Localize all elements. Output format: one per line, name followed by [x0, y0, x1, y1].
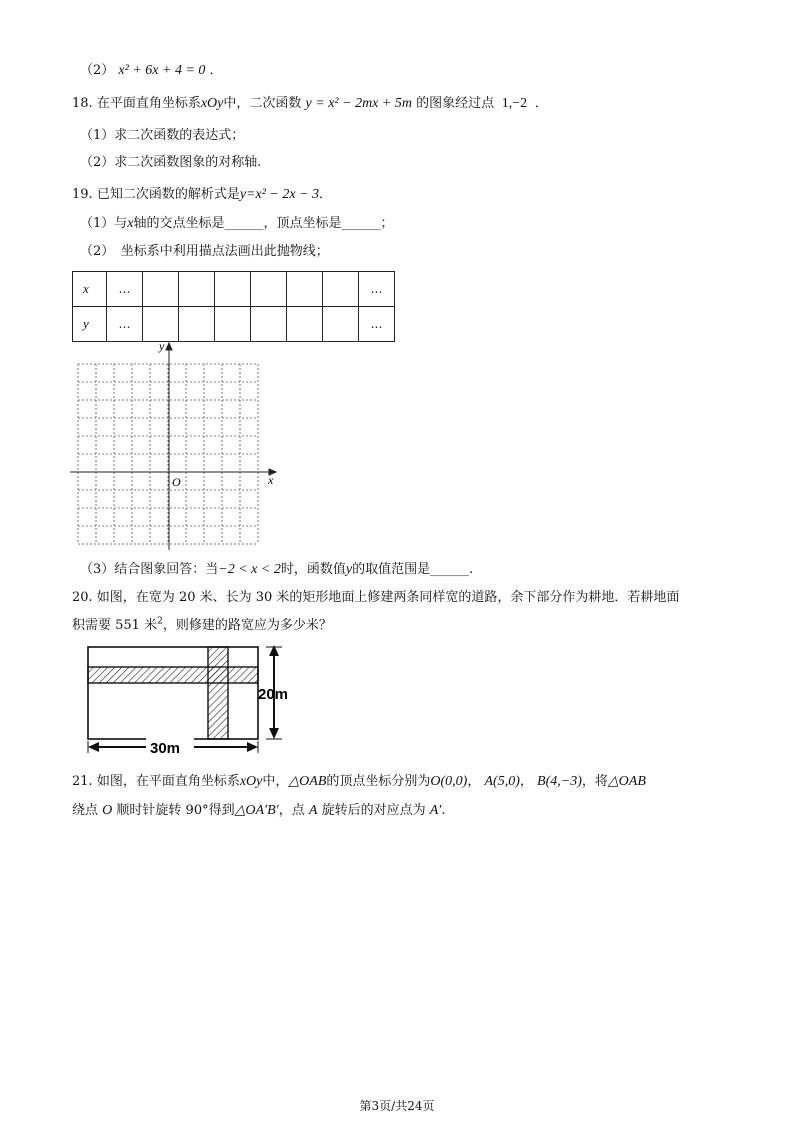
- x-axis-label: x: [268, 473, 274, 487]
- length-arrow-right: [247, 742, 258, 752]
- q21-text-4: ，将: [581, 774, 608, 789]
- q19-end: ．: [319, 187, 333, 202]
- q21-text-2: 中，: [262, 774, 289, 789]
- q19-function: y=x² − 2x − 3: [239, 187, 320, 202]
- q21-text-1: 如图，在平面直角坐标系: [96, 774, 240, 789]
- table-cell: [323, 307, 359, 342]
- table-row-x: [73, 272, 395, 307]
- q21-xoy: xOy: [239, 774, 263, 789]
- vertical-road: [208, 647, 228, 739]
- width-label: 20m: [258, 686, 289, 703]
- table-cell-ellipsis: …: [107, 272, 143, 307]
- q20-line2-a: 积需要 551 米: [72, 618, 158, 633]
- q17-part2: [80, 63, 223, 79]
- q20-line2: [72, 618, 332, 634]
- table-cell: [251, 272, 287, 307]
- value-table: [72, 271, 395, 342]
- q21-text-3: 的顶点坐标分别为: [326, 774, 431, 789]
- row-label-x: x: [73, 272, 107, 307]
- table-cell: [179, 307, 215, 342]
- q18-xoy: xOy: [200, 96, 224, 111]
- table-cell-ellipsis: …: [359, 272, 395, 307]
- y-axis-label: y: [159, 339, 165, 353]
- table-cell: [251, 307, 287, 342]
- q19-part3-a: （3）结合图象回答：当: [80, 562, 219, 577]
- q19-text-1: 已知二次函数的解析式是: [96, 187, 240, 202]
- q18-text-1: 在平面直角坐标系: [96, 96, 201, 111]
- q18-part2: （2）求二次函数图象的对称轴.: [80, 155, 262, 170]
- q18-end: ．: [534, 96, 548, 111]
- q20-superscript: 2: [157, 616, 163, 627]
- q18-text-2: 中，二次函数: [223, 96, 302, 111]
- q21-line1: [72, 774, 646, 790]
- table-cell: [143, 307, 179, 342]
- q21-triangle-2: △OAB: [607, 774, 646, 789]
- table-cell: [215, 272, 251, 307]
- q19-part3-c: 的取值范围是______.: [352, 562, 474, 577]
- q19-part3-var: y: [345, 562, 353, 577]
- road-diagram: [84, 641, 320, 757]
- q19-part3-b: 时，函数值: [280, 562, 346, 577]
- q21-line2-d: 旋转后的对应点为: [321, 803, 426, 818]
- q21-point-a-ref: A: [308, 803, 318, 818]
- q21-line2-b: 顺时针旋转 90°得到: [116, 803, 235, 818]
- coordinate-grid: [68, 338, 280, 554]
- row-label-y: y: [73, 307, 107, 342]
- y-axis-arrow: [166, 343, 172, 350]
- q18-part1: （1）求二次函数的表达式；: [80, 128, 245, 143]
- q18-function: y = x² − 2mx + 5m: [305, 96, 412, 111]
- q17-part2-label: （2）: [80, 63, 115, 78]
- q19-part1: [80, 216, 394, 232]
- q21-point-b: B(4,−3): [537, 774, 582, 789]
- q21-center-o: O: [102, 803, 113, 818]
- q21-sep: ，: [467, 774, 481, 789]
- q17-equation: x² + 6x + 4 = 0: [118, 63, 206, 78]
- q18-number: 18.: [72, 96, 93, 111]
- grid-lines: [78, 364, 258, 544]
- q21-end: .: [441, 803, 446, 818]
- table-cell: [287, 307, 323, 342]
- q21-triangle: △OAB: [288, 774, 327, 789]
- table-cell: [287, 272, 323, 307]
- q19-number: 19.: [72, 187, 93, 202]
- table-cell-ellipsis: …: [107, 307, 143, 342]
- q21-line2-a: 绕点: [72, 803, 99, 818]
- q21-point-a-prime: A′: [429, 803, 442, 818]
- field-rectangle: [88, 647, 258, 739]
- q21-point-a: A(5,0): [484, 774, 520, 789]
- q19-part1-a: （1）与: [80, 216, 128, 231]
- q19-part2: （2） 坐标系中利用描点法画出此抛物线；: [80, 244, 329, 259]
- table-cell: [143, 272, 179, 307]
- length-label: 30m: [150, 740, 181, 757]
- horizontal-road: [88, 667, 258, 683]
- q18-point: [498, 96, 530, 111]
- origin-label: O: [172, 475, 181, 489]
- width-arrow-down: [269, 728, 279, 739]
- page-footer: 第3页/共24页: [359, 1099, 435, 1113]
- table-cell: [215, 307, 251, 342]
- q21-number: 21.: [72, 774, 93, 789]
- q18-stem: [72, 96, 548, 112]
- length-arrow-left: [88, 742, 99, 752]
- q21-triangle-rotated: △OA′B′: [234, 803, 279, 818]
- q20-line1: 20. 如图，在宽为 20 米、长为 30 米的矩形地面上修建两条同样宽的道路，余下部分作为耕地．若耕地面: [72, 590, 680, 605]
- q21-line2-c: ，点: [278, 803, 305, 818]
- q17-end: ．: [209, 63, 223, 78]
- q19-part3: [80, 562, 473, 578]
- table-cell-ellipsis: …: [359, 307, 395, 342]
- table-row-y: [73, 307, 395, 342]
- q19-inequality: −2 < x < 2: [218, 562, 281, 577]
- axes: [70, 343, 276, 550]
- table-cell: [179, 272, 215, 307]
- q19-part1-b: 轴的交点坐标是______，顶点坐标是______；: [133, 216, 394, 231]
- q21-line2: [72, 803, 446, 819]
- q20-line2-b: ，则修建的路宽应为多少米？: [162, 618, 332, 633]
- table-cell: [323, 272, 359, 307]
- q21-point-o: O(0,0): [430, 774, 468, 789]
- q19-stem: [72, 187, 332, 203]
- q18-text-3: 的图象经过点: [416, 96, 495, 111]
- q21-sep: ，: [519, 774, 533, 789]
- q18-point-value: 1,−2: [501, 96, 528, 111]
- q19-part1-var: x: [127, 216, 134, 231]
